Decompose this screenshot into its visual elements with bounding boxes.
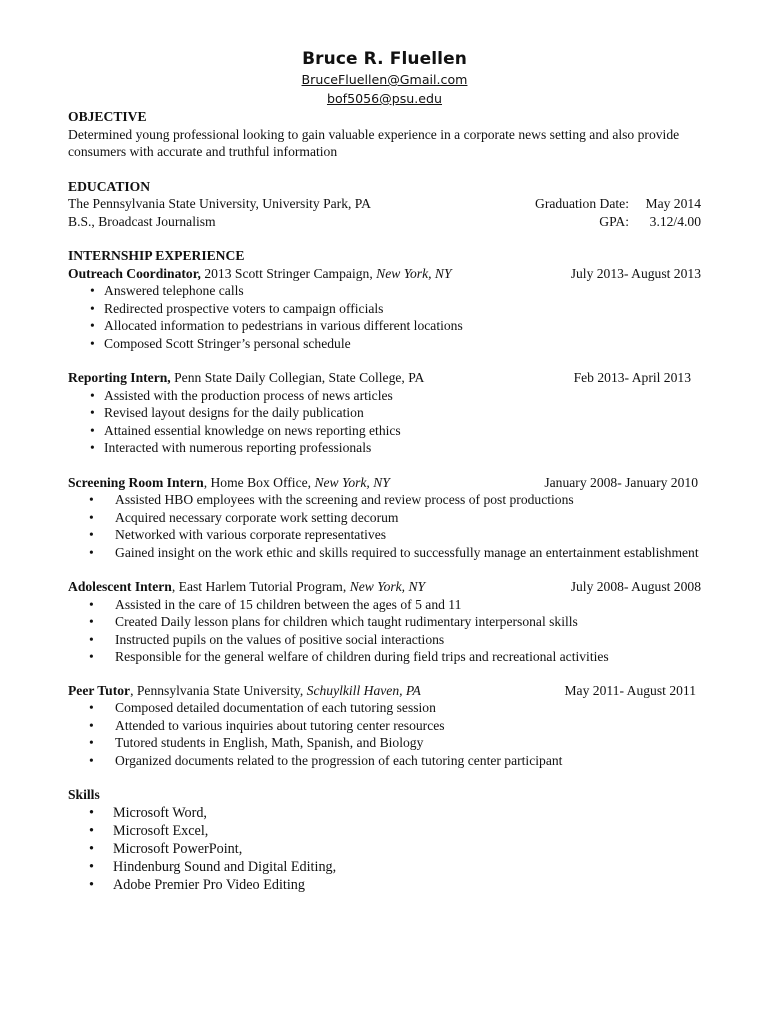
skills-list	[68, 804, 701, 894]
internship-heading: INTERNSHIP EXPERIENCE	[68, 248, 245, 263]
job-organization: , Pennsylvania State University,	[130, 682, 307, 698]
graduation-date-value: May 2014	[645, 196, 701, 211]
job-header-row	[68, 265, 701, 283]
graduation-date-label: Graduation Date:	[535, 196, 629, 211]
job-organization: , East Harlem Tutorial Program,	[171, 579, 350, 594]
resume-page	[68, 0, 701, 894]
education-heading: EDUCATION	[68, 178, 151, 194]
job-bullets	[68, 282, 701, 352]
education-section	[68, 178, 701, 231]
education-row-school	[68, 195, 701, 213]
job-bullets	[68, 596, 701, 666]
gpa-value: 3.12/4.00	[649, 213, 701, 229]
list-item: • Composed Scott Stringer’s personal schedule	[68, 335, 701, 353]
list-item: • Assisted with the production process of news articles	[68, 387, 701, 405]
list-item: • Adobe Premier Pro Video Editing	[68, 876, 701, 894]
list-item: • Interacted with numerous reporting professionals	[68, 439, 701, 457]
school-name: The Pennsylvania State University, University Park, PA	[68, 196, 371, 211]
job-header-row	[68, 578, 701, 596]
list-item: • Acquired necessary corporate work setting decorum	[68, 509, 701, 527]
job-dates: July 2008- August 2008	[570, 579, 701, 594]
job-title: Reporting Intern,	[68, 370, 171, 385]
job-bullets	[68, 387, 701, 457]
job-header-row	[68, 682, 701, 700]
email-link-secondary[interactable]: bof5056@psu.edu	[326, 91, 443, 106]
list-item: • Responsible for the general welfare of children during field trips and recreational activities	[68, 648, 701, 666]
job-bullets	[68, 491, 701, 561]
list-item: • Hindenburg Sound and Digital Editing,	[68, 858, 701, 876]
email-link[interactable]: BruceFluellen@Gmail.com	[301, 72, 468, 87]
job-entry	[68, 474, 701, 562]
list-item: • Composed detailed documentation of each tutoring session	[68, 699, 701, 717]
job-dates: January 2008- January 2010	[544, 474, 698, 490]
job-location: New York, NY	[349, 579, 426, 594]
job-dates: July 2013- August 2013	[570, 265, 701, 281]
job-header-row	[68, 369, 701, 387]
job-location: New York, NY	[376, 265, 452, 281]
job-entry	[68, 578, 701, 666]
job-organization: Penn State Daily Collegian, State College, PA	[170, 370, 425, 385]
list-item: • Microsoft Word,	[68, 804, 701, 822]
job-title: Screening Room Intern	[68, 474, 204, 490]
list-item: • Assisted in the care of 15 children between the ages of 5 and 11	[68, 596, 701, 614]
objective-heading: OBJECTIVE	[68, 109, 147, 124]
gpa-label: GPA:	[599, 213, 629, 229]
internship-section	[68, 247, 701, 769]
job-dates: Feb 2013- April 2013	[573, 370, 691, 385]
list-item: • Gained insight on the work ethic and skills required to successfully manage an entertainment establishment	[68, 544, 701, 562]
job-header-row	[68, 474, 701, 492]
job-title: Outreach Coordinator,	[68, 265, 201, 281]
list-item: • Attained essential knowledge on news reporting ethics	[68, 422, 701, 440]
list-item: • Networked with various corporate representatives	[68, 526, 701, 544]
job-location: Schuylkill Haven, PA	[306, 682, 421, 698]
skills-section	[68, 786, 701, 894]
list-item: • Revised layout designs for the daily publication	[68, 404, 701, 422]
objective-text: Determined young professional looking to gain valuable experience in a corporate news setting and also provide consumers with accurate and truthful information	[68, 126, 680, 159]
objective-section	[68, 108, 701, 161]
job-title: Peer Tutor	[68, 682, 131, 698]
education-row-degree	[68, 213, 701, 231]
applicant-name: Bruce R. Fluellen	[302, 49, 467, 69]
list-item: • Instructed pupils on the values of positive social interactions	[68, 631, 701, 649]
list-item: • Answered telephone calls	[68, 282, 701, 300]
list-item: • Assisted HBO employees with the screening and review process of post productions	[68, 491, 701, 509]
job-location: New York, NY	[314, 474, 390, 490]
list-item: • Attended to various inquiries about tutoring center resources	[68, 717, 701, 735]
list-item: • Organized documents related to the progression of each tutoring center participant	[68, 752, 701, 770]
list-item: • Redirected prospective voters to campaign officials	[68, 300, 701, 318]
job-bullets	[68, 699, 701, 769]
job-entry	[68, 265, 701, 353]
job-entry	[68, 369, 701, 457]
list-item: • Tutored students in English, Math, Spanish, and Biology	[68, 734, 701, 752]
list-item: • Microsoft Excel,	[68, 822, 701, 840]
job-organization: , Home Box Office,	[203, 474, 315, 490]
list-item: • Microsoft PowerPoint,	[68, 840, 701, 858]
degree-name: B.S., Broadcast Journalism	[68, 213, 216, 229]
skills-heading: Skills	[68, 787, 100, 802]
resume-header	[68, 0, 701, 108]
list-item: • Allocated information to pedestrians in various different locations	[68, 317, 701, 335]
job-organization: 2013 Scott Stringer Campaign,	[200, 265, 377, 281]
job-title: Adolescent Intern	[68, 579, 172, 594]
list-item: • Created Daily lesson plans for children which taught rudimentary interpersonal skills	[68, 613, 701, 631]
job-dates: May 2011- August 2011	[564, 682, 696, 698]
job-entry	[68, 682, 701, 770]
